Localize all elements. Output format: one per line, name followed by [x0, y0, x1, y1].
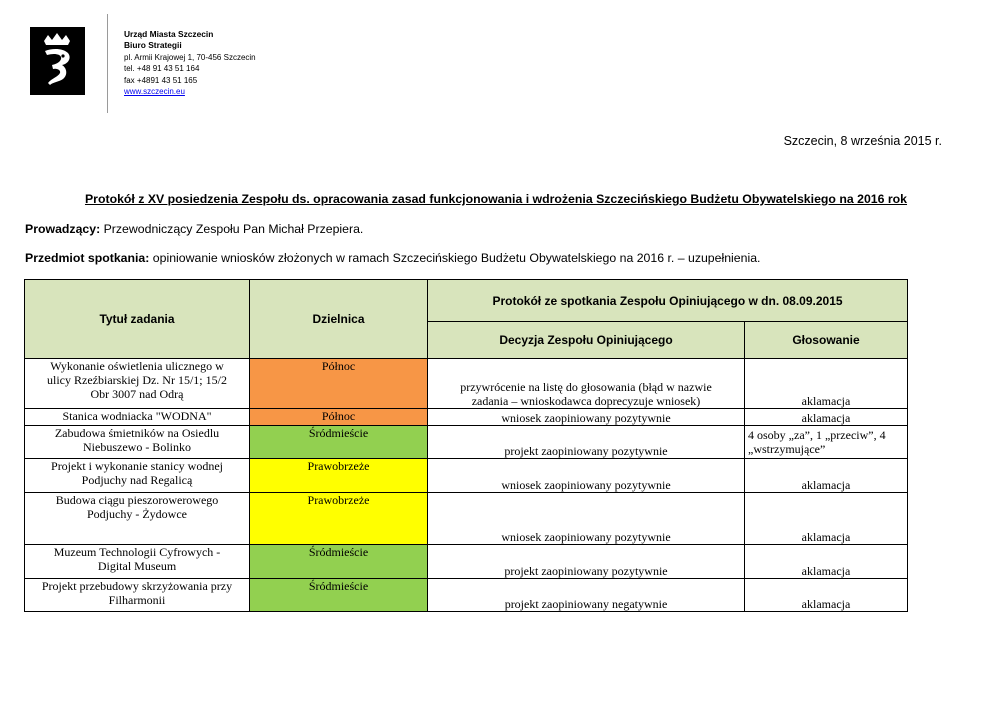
decision-cell-line: zadania – wnioskodawca doprecyzuje wniosek) [471, 394, 701, 408]
dept-name: Biuro Strategii [124, 40, 182, 51]
task-cell [25, 426, 250, 459]
decision-cell [428, 545, 745, 579]
district-cell: Północ [250, 409, 428, 426]
task-cell-line: ulicy Rzeźbiarskiej Dz. Nr 15/1; 15/2 [47, 373, 227, 387]
task-cell-line: Digital Museum [97, 559, 177, 573]
task-cell-line: Budowa ciągu pieszorowerowego [55, 493, 219, 507]
chair-label: Prowadzący: [25, 222, 101, 236]
table-row [25, 459, 908, 493]
decision-cell [428, 459, 745, 493]
decision-cell [428, 359, 745, 409]
griffin-crown-logo-icon [30, 27, 85, 95]
subject-line [25, 251, 760, 265]
table-row [25, 493, 908, 545]
task-cell-line: Projekt przebudowy skrzyżowania przy [41, 579, 233, 593]
fax: fax +4891 43 51 165 [124, 75, 198, 85]
task-cell-line: Muzeum Technologii Cyfrowych - [53, 545, 221, 559]
task-cell [25, 579, 250, 612]
voting-cell [745, 459, 908, 493]
task-cell [25, 459, 250, 493]
subject-value: opiniowanie wniosków złożonych w ramach Szczecińskiego Budżetu Obywatelskiego na 2016 r. – uzupełnienia. [152, 251, 761, 265]
decision-cell-line: wniosek zaopiniowany pozytywnie [501, 530, 671, 544]
decision-cell [428, 493, 745, 545]
table-row [25, 545, 908, 579]
decision-cell-line: przywrócenie na listę do głosowania (błąd w nazwie [460, 380, 712, 394]
decision-cell-line: projekt zaopiniowany pozytywnie [504, 444, 668, 458]
table-row [25, 359, 908, 409]
task-cell [25, 409, 250, 426]
header-district: Dzielnica [250, 280, 428, 359]
district-cell: Śródmieście [250, 579, 428, 612]
voting-cell-line: aklamacja [801, 597, 851, 611]
decision-cell-line: wniosek zaopiniowany pozytywnie [501, 411, 671, 425]
task-cell-line: Zabudowa śmietników na Osiedlu [54, 426, 220, 440]
voting-cell [745, 359, 908, 409]
task-cell-line: Projekt i wykonanie stanicy wodnej [51, 459, 223, 473]
table-row [25, 409, 908, 426]
district-cell: Północ [250, 359, 428, 409]
chair-value: Przewodniczący Zespołu Pan Michał Przepiera. [103, 222, 364, 236]
task-cell-line: Wykonanie oświetlenia ulicznego w [50, 359, 224, 373]
address: pl. Armii Krajowej 1, 70-456 Szczecin [124, 52, 256, 62]
letterhead [124, 29, 256, 97]
task-cell-line: Niebuszewo - Bolinko [83, 440, 191, 454]
voting-cell [745, 426, 908, 459]
header-task: Tytuł zadania [25, 280, 250, 359]
table-row [25, 579, 908, 612]
district-cell: Śródmieście [250, 545, 428, 579]
voting-cell-line: aklamacja [801, 564, 851, 578]
header-voting: Głosowanie [745, 322, 908, 359]
city-logo [30, 27, 85, 95]
task-cell-line: Obr 3007 nad Odrą [90, 387, 184, 401]
document-date: Szczecin, 8 września 2015 r. [783, 134, 942, 148]
voting-cell [745, 493, 908, 545]
task-cell [25, 545, 250, 579]
document-title: Protokół z XV posiedzenia Zespołu ds. opracowania zasad funkcjonowania i wdrożenia Szczecińskiego Budżetu Obywatelskiego na 2016 rok [84, 192, 908, 206]
task-cell-line: Podjuchy nad Regalicą [81, 473, 193, 487]
voting-cell-line: aklamacja [801, 478, 851, 492]
subject-label: Przedmiot spotkania: [25, 251, 150, 265]
chair-line [25, 222, 363, 236]
voting-cell [745, 545, 908, 579]
task-cell-line: Stanica wodniacka "WODNA" [62, 409, 212, 423]
task-cell-line: Podjuchy - Żydowce [87, 507, 187, 521]
decision-cell [428, 426, 745, 459]
task-cell [25, 359, 250, 409]
task-cell-line: Filharmonii [108, 593, 166, 607]
task-cell [25, 493, 250, 545]
website-link[interactable]: www.szczecin.eu [124, 87, 185, 97]
decision-cell [428, 409, 745, 426]
table-row [25, 426, 908, 459]
phone: tel. +48 91 43 51 164 [124, 64, 200, 74]
decision-cell [428, 579, 745, 612]
voting-cell-line: aklamacja [801, 394, 851, 408]
decision-cell-line: wniosek zaopiniowany pozytywnie [501, 478, 671, 492]
district-cell: Prawobrzeże [250, 459, 428, 493]
decision-cell-line: projekt zaopiniowany pozytywnie [504, 564, 668, 578]
voting-cell-line: 4 osoby „za”, 1 „przeciw”, 4 [748, 428, 886, 442]
district-cell: Śródmieście [250, 426, 428, 459]
district-cell: Prawobrzeże [250, 493, 428, 545]
header-decision: Decyzja Zespołu Opiniującego [428, 322, 745, 359]
decision-cell-line: projekt zaopiniowany negatywnie [504, 597, 668, 611]
org-name: Urząd Miasta Szczecin [124, 29, 214, 39]
voting-cell [745, 409, 908, 426]
header-protocol: Protokół ze spotkania Zespołu Opiniującego w dn. 08.09.2015 [428, 280, 908, 322]
voting-cell-line: aklamacja [801, 530, 851, 544]
voting-cell-line: „wstrzymujące” [748, 442, 826, 456]
proposals-table [24, 279, 908, 612]
voting-cell-line: aklamacja [801, 411, 851, 425]
header-divider [107, 14, 108, 113]
voting-cell [745, 579, 908, 612]
